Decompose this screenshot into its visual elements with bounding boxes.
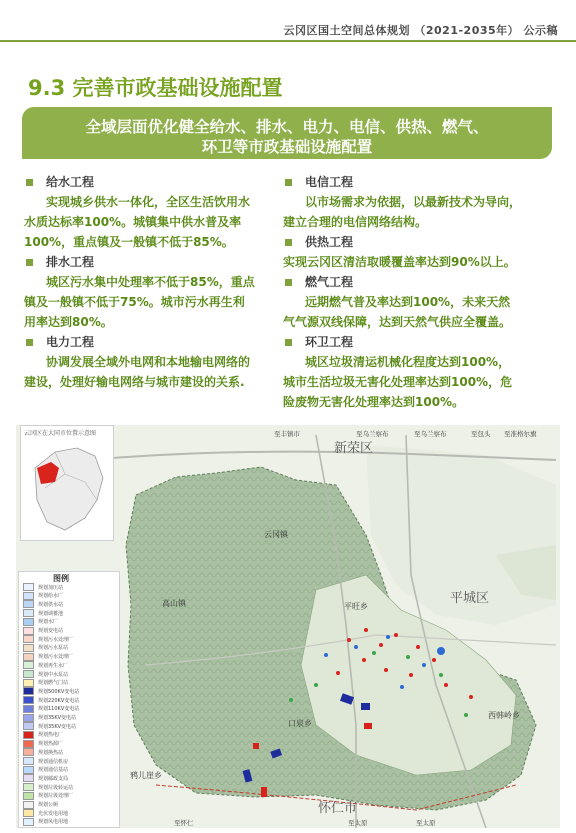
body-line: 城市生活垃圾无害化处理率达到100%，危 [283, 375, 513, 389]
subsection-heading [283, 172, 563, 192]
legend-label: 规划换热站 [38, 749, 64, 756]
inset-title: 云冈区在大同市位置示意图 [24, 430, 97, 437]
legend-item [23, 679, 68, 687]
region-label: 怀仁市 [318, 801, 358, 816]
legend-item [23, 627, 63, 635]
legend-label: 规划垃圾转运站 [38, 784, 74, 791]
legend-label: 规划邮政支局 [38, 775, 69, 782]
legend-symbol-icon [23, 722, 34, 730]
section-title: 9.3 完善市政基础设施配置 [28, 76, 283, 100]
body-line: 实现城乡供水一体化，全区生活饮用水 [46, 195, 251, 209]
legend-label: 规划加压站 [38, 584, 64, 591]
destination-label: 至乌兰察布 [414, 430, 447, 438]
destination-label: 至丰镇市 [274, 430, 300, 438]
left-column [24, 172, 284, 392]
heading-text: 电信工程 [305, 175, 354, 189]
legend-item [23, 748, 63, 756]
legend-symbol-icon [23, 653, 34, 661]
legend-symbol-icon [23, 714, 34, 722]
legend-label: 规划污水处理厂 [38, 654, 74, 661]
subsection-heading [24, 332, 284, 352]
substation-symbol [361, 703, 370, 710]
place-label: 鸦儿崖乡 [130, 771, 162, 780]
heading-text: 供热工程 [305, 235, 354, 249]
destination-label: 至包头 [471, 430, 491, 438]
banner-line: 环卫等市政基础设施配置 [201, 138, 373, 156]
legend-label: 规划110KV变电站 [38, 706, 80, 713]
legend-item [23, 618, 58, 626]
legend-item [23, 635, 73, 643]
subsection-heading [283, 232, 563, 252]
legend-item [23, 600, 63, 608]
banner-line: 全域层面优化健全给水、排水、电力、电信、供热、燃气、 [85, 118, 489, 136]
legend-symbol-icon [23, 696, 34, 704]
place-label: 云冈镇 [264, 530, 288, 539]
bullet-square-icon [26, 259, 33, 266]
legend-item [23, 583, 63, 591]
legend-label: 规划公厕 [38, 802, 59, 808]
legend-label: 规划35KV变电站 [38, 715, 77, 721]
legend-symbol-icon [23, 774, 34, 782]
legend-symbol-icon [23, 783, 34, 791]
subsection-heading [283, 272, 563, 292]
legend-symbol-icon [23, 705, 34, 713]
destination-label: 至乌兰察布 [356, 430, 389, 438]
legend-item [23, 714, 76, 722]
legend-label: 规划35KV变电站 [38, 723, 77, 730]
legend-symbol-icon [23, 818, 34, 826]
legend-item [23, 696, 79, 704]
legend-item [23, 705, 79, 713]
place-label: 平旺乡 [344, 602, 368, 611]
bullet-square-icon [285, 279, 292, 286]
legend-title: 图例 [53, 574, 69, 583]
legend-symbol-icon [23, 766, 34, 774]
legend-symbol-icon [23, 731, 34, 739]
legend-label: 规划垃圾处理厂 [38, 793, 74, 800]
destination-label: 至太原 [348, 819, 368, 827]
legend-label: 规划风电用地 [38, 819, 69, 826]
place-label: 高山镇 [162, 599, 186, 608]
legend-item [23, 783, 73, 791]
bullet-square-icon [26, 179, 33, 186]
legend-symbol-icon [23, 635, 34, 643]
legend-symbol-icon [23, 679, 34, 687]
destination-label: 至准格尔旗 [504, 430, 537, 438]
document-title: 云冈区国土空间总体规划 （2021-2035年） 公示稿 [283, 24, 558, 37]
body-line: 城区垃圾清运机械化程度达到100%， [305, 355, 511, 369]
legend-item [23, 687, 79, 695]
legend-symbol-icon [23, 670, 34, 678]
bullet-square-icon [26, 339, 33, 346]
legend-symbol-icon [23, 609, 34, 617]
inset-graphic [25, 438, 109, 536]
bullet-square-icon [285, 179, 292, 186]
place-label: 口泉乡 [288, 719, 312, 728]
legend-label: 规划水厂 [38, 619, 59, 626]
body-line: 城区污水集中处理率不低于85%，重点 [46, 275, 255, 289]
body-line: 镇及一般镇不低于75%。城市污水再生利 [24, 295, 245, 309]
infrastructure-map [16, 425, 560, 828]
legend-item [23, 661, 68, 669]
heading-text: 给水工程 [46, 175, 95, 189]
summary-banner [22, 107, 552, 159]
location-inset-map [20, 425, 114, 541]
reservoir-symbol [437, 647, 445, 655]
body-line: 用率达到80%。 [24, 315, 113, 329]
legend-item [23, 818, 68, 826]
legend-item [23, 609, 63, 617]
legend-symbol-icon [23, 740, 34, 748]
bullet-square-icon [285, 339, 292, 346]
legend-symbol-icon [23, 687, 34, 695]
body-line: 远期燃气普及率达到100%，未来天然 [305, 295, 511, 309]
place-label: 西韩岭乡 [488, 711, 520, 720]
legend-label: 光伏发电用地 [38, 810, 69, 817]
body-line: 100%，重点镇及一般镇不低于85%。 [24, 235, 234, 249]
legend-item [23, 792, 73, 800]
legend-label: 规划再生水厂 [38, 662, 69, 669]
legend-label: 规划热电厂 [38, 732, 64, 739]
body-line: 建立合理的电信网络结构。 [283, 215, 428, 229]
destination-label: 至怀仁 [174, 819, 194, 827]
legend-label: 规划燃气门站 [38, 680, 69, 687]
body-line: 实现云冈区清洁取暖覆盖率达到90%以上。 [283, 255, 516, 269]
legend-symbol-icon [23, 627, 34, 635]
solar-site-symbol [261, 787, 267, 797]
heading-text: 排水工程 [46, 255, 95, 269]
body-line: 以市场需求为依据，以最新技术为导向， [305, 195, 522, 209]
legend-item [23, 731, 63, 739]
body-line: 水质达标率100%。城镇集中供水普及率 [24, 215, 242, 229]
legend-label: 规划供水站 [38, 601, 64, 608]
subsection-heading [283, 332, 563, 352]
legend-label: 规划500KV变电站 [38, 688, 80, 695]
legend-symbol-icon [23, 748, 34, 756]
legend-item [23, 653, 73, 661]
legend-label: 规划给水厂 [38, 593, 64, 600]
heading-text: 燃气工程 [305, 275, 354, 289]
body-line: 协调发展全域外电网和本地输电网络的 [46, 355, 251, 369]
legend-symbol-icon [23, 618, 34, 626]
legend-label: 规划变电站 [38, 628, 64, 634]
legend-symbol-icon [23, 792, 34, 800]
legend-symbol-icon [23, 592, 34, 600]
region-label: 新荣区 [334, 441, 374, 456]
legend-symbol-icon [23, 661, 34, 669]
legend-label: 规划中水泵站 [38, 671, 69, 678]
map-legend [18, 571, 120, 828]
legend-label: 规划通信基站 [38, 767, 69, 774]
header-rule [0, 40, 576, 42]
legend-symbol-icon [23, 809, 34, 817]
right-column [283, 172, 563, 412]
legend-label: 规划污水泵站 [38, 645, 69, 652]
heading-text: 电力工程 [46, 335, 95, 349]
subsection-heading [24, 172, 284, 192]
subsection-heading [24, 252, 284, 272]
region-label: 平城区 [450, 591, 490, 606]
legend-label: 规划调蓄池 [38, 610, 64, 617]
legend-symbol-icon [23, 801, 34, 809]
legend-item [23, 644, 68, 652]
bullet-square-icon [285, 239, 292, 246]
solar-site-symbol [253, 743, 259, 749]
legend-symbol-icon [23, 600, 34, 608]
legend-label: 规划热源厂 [38, 741, 64, 748]
solar-site-symbol [364, 723, 372, 729]
body-line: 建设，处理好输电网络与城市建设的关系. [24, 375, 245, 389]
legend-item [23, 766, 68, 774]
legend-label: 规划220KV变电站 [38, 697, 80, 704]
legend-item [23, 774, 68, 782]
legend-item [23, 809, 68, 817]
legend-label: 规划污水处理厂 [38, 636, 74, 643]
legend-item [23, 801, 58, 809]
legend-label: 规划通信机房 [38, 758, 69, 765]
document-header [0, 0, 576, 44]
heading-text: 环卫工程 [305, 335, 354, 349]
legend-item [23, 592, 63, 600]
legend-symbol-icon [23, 757, 34, 765]
legend-item [23, 722, 76, 730]
destination-label: 至太原 [416, 819, 436, 827]
body-line: 险废物无害化处理率达到100%。 [283, 395, 465, 409]
legend-symbol-icon [23, 644, 34, 652]
legend-symbol-icon [23, 583, 34, 591]
legend-item [23, 670, 68, 678]
legend-item [23, 757, 68, 765]
body-line: 气气源双线保障，达到天然气供应全覆盖。 [283, 315, 512, 329]
legend-item [23, 740, 63, 748]
